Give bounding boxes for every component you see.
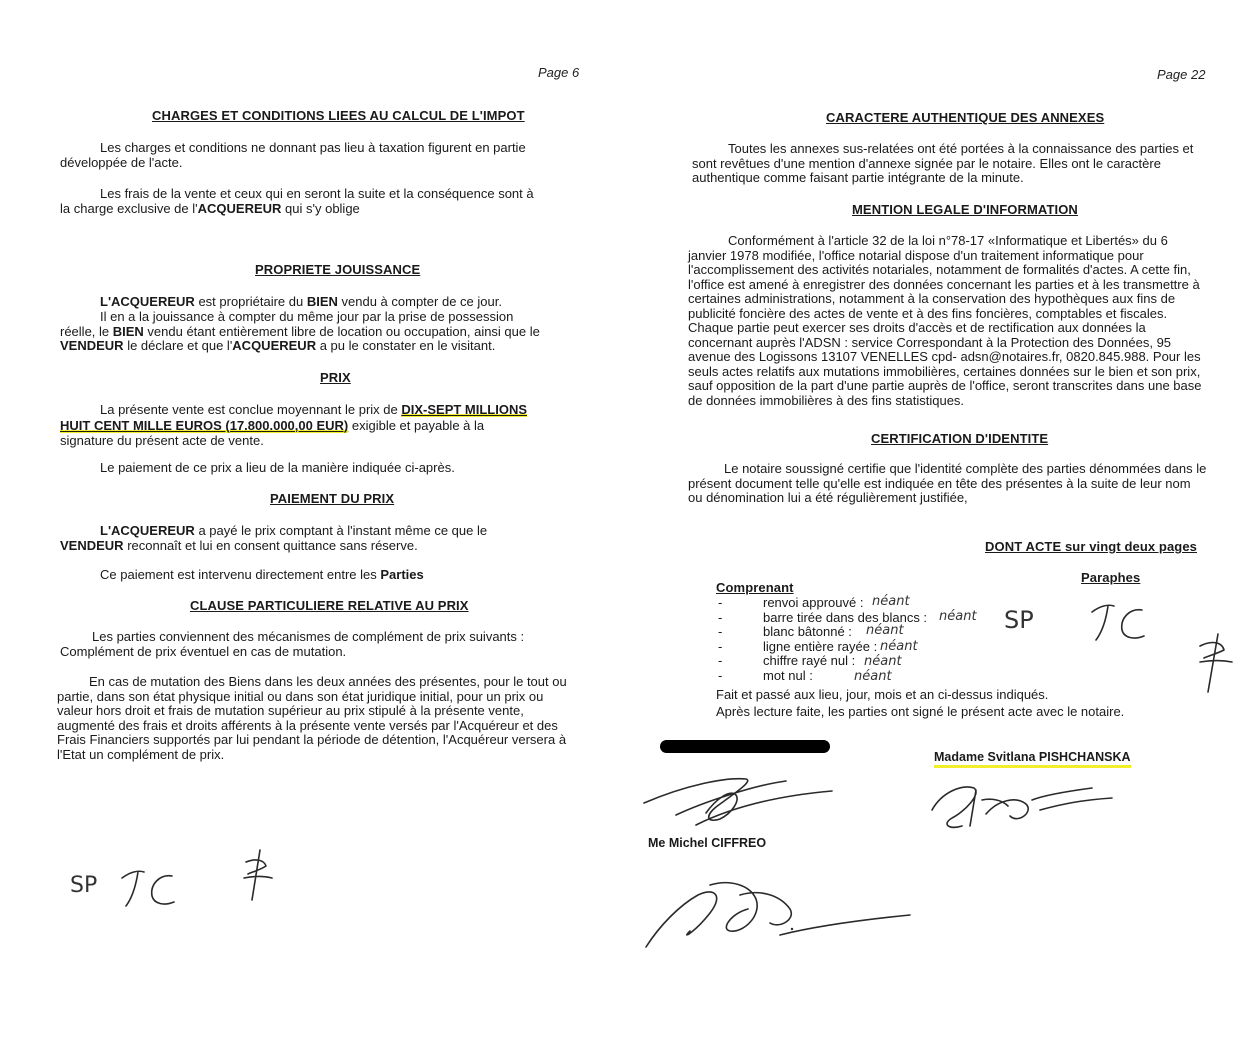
hand-sp: SP — [1004, 606, 1034, 634]
section-title-mention: MENTION LEGALE D'INFORMATION — [852, 202, 1078, 217]
paraphe-jc-c — [1122, 610, 1144, 638]
page-number: Page 22 — [1157, 67, 1206, 82]
page-number: Page 6 — [538, 65, 580, 80]
hand-neant-1: néant — [872, 594, 910, 609]
initials-flourish — [244, 850, 272, 900]
section-title-certification: CERTIFICATION D'IDENTITE — [871, 431, 1049, 446]
initials-sp-text: SP — [70, 873, 98, 898]
hand-neant-6: néant — [854, 669, 892, 684]
annexes-paragraph: Toutes les annexes sus-relatées ont été portées à la connaissance des parties et sont revêtues d'une mention d'annexe signée par le notaire. Elles ont le caractère authentique comme faisant partie intégrante de la minute. — [692, 141, 1194, 185]
notary-name: Me Michel CIFFREO — [648, 836, 767, 850]
hand-neant-2: néant — [939, 609, 977, 624]
hand-neant-3: néant — [866, 623, 904, 638]
prix-paragraph-2: Le paiement de ce prix a lieu de la manière indiquée ci-après. — [100, 460, 455, 475]
section-title-propriete: PROPRIETE JOUISSANCE — [255, 262, 421, 277]
section-title-prix: PRIX — [320, 370, 351, 385]
apres-lecture: Après lecture faite, les parties ont signé le présent acte avec le notaire. — [716, 704, 1125, 719]
section-title-annexes: CARACTERE AUTHENTIQUE DES ANNEXES — [826, 110, 1105, 125]
list-item: - chiffre rayé nul : — [718, 654, 978, 669]
signature-stroke — [932, 787, 1112, 827]
list-item: - ligne entière rayée : — [718, 640, 978, 655]
hand-neant-5: néant — [864, 654, 902, 669]
comprenant-label: Comprenant — [716, 580, 794, 595]
section-title-paiement: PAIEMENT DU PRIX — [270, 491, 395, 506]
clause-paragraph-1: Les parties conviennent des mécanismes de complément de prix suivants : Complément de prix éventuel en cas de mutation. — [60, 629, 525, 659]
hand-neant-4: néant — [880, 639, 918, 654]
price-highlight: DIX-SEPT MILLIONS HUIT CENT MILLE EUROS (17.800.000,00 EUR) — [60, 402, 528, 433]
redacted-name — [660, 740, 830, 753]
document-page-22 — [626, 0, 1253, 1052]
certification-paragraph: Le notaire soussigné certifie que l'identité complète des parties dénommées dans le présent document telle qu'elle est indiquée en tête des présentes à la suite de leur nom ou dénomination lui a été régulièrement justifiée, — [688, 461, 1207, 505]
buyer-name: Madame Svitlana PISHCHANSKA — [934, 750, 1131, 768]
list-item: - renvoi approuvé : — [718, 596, 978, 611]
propriete-paragraph-1: L'ACQUEREUR est propriétaire du BIEN vendu à compter de ce jour. — [100, 294, 502, 309]
signature-buyer — [922, 770, 1122, 840]
signature-dot — [791, 928, 793, 930]
signature-stroke — [646, 883, 910, 947]
paraphe-flourish — [1200, 634, 1232, 692]
section-title-clause: CLAUSE PARTICULIERE RELATIVE AU PRIX — [190, 598, 469, 613]
paiement-paragraph-1: L'ACQUEREUR a payé le prix comptant à l'instant même ce que le VENDEUR reconnaît et lui en consent quittance sans réserve. — [60, 523, 488, 553]
mention-paragraph: Conformément à l'article 32 de la loi n°78-17 «Informatique et Libertés» du 6 janvier 1978 modifiée, l'office notarial dispose d'un traitement informatique pour l'accomplissement des activités notariales, notamment de formalités d'actes. A cette fin, l'office est amené à enregistrer des données concernant les parties et à les transmettre à certaines administrations, notamment à la conservation des hypothèques aux fins de publicité foncière des actes de vente et à des fins foncières, comptables et fiscales. Chaque partie peut exercer ses droits d'accès et de rectification aux données la concernant auprès l'ADSN : service Correspondant à la Protection des Données, 95 avenue des Logissons 13107 VENELLES cpd- adsn@notaires.fr, 0820.845.988. Pour les seuls actes relatifs aux mutations immobilières, certaines données sur le bien et son prix, sauf opposition de la part d'une partie auprès de l'office, seront transcrites dans une base de données immobilières à des fins statistiques. — [688, 233, 1202, 408]
propriete-paragraph-2: Il en a la jouissance à compter du même jour par la prise de possession réelle, le BIEN vendu étant entièrement libre de location ou occupation, ainsi que le VENDEUR le déclare et que l'ACQUEREUR a pu le constater en le visitant. — [60, 309, 540, 353]
charges-paragraph-2: Les frais de la vente et ceux qui en seront la suite et la conséquence sont à la charge exclusive de l'ACQUEREUR qui s'y oblige — [60, 186, 534, 216]
prix-paragraph-1: La présente vente est conclue moyennant le prix de DIX-SEPT MILLIONS HUIT CENT MILLE EUROS (17.800.000,00 EUR) exigible et payable à la signature du présent acte de vente. — [60, 402, 528, 448]
handwritten-initials — [60, 840, 320, 920]
list-item: - barre tirée dans des blancs : — [718, 611, 978, 626]
clause-paragraph-2: En cas de mutation des Biens dans les deux années des présentes, pour le tout ou partie, dans son état physique initial ou dans son état juridique initial, pour un prix ou valeur hors droit et frais de mutation supérieur au prix stipulé à la présente vente, augmenté des frais et droits afférents à la présente vente versés par l'Acquéreur et des Frais Financiers supportés par lui pendant la période de détention, l'Acquéreur versera à l'Etat un complément de prix. — [57, 674, 567, 762]
signature-notary — [640, 865, 940, 955]
paraphe-jc-j — [1092, 605, 1114, 640]
list-item: - blanc bâtonné : — [718, 625, 978, 640]
initials-jc-c — [152, 876, 174, 904]
handwritten-annotations — [856, 582, 1253, 692]
dont-acte: DONT ACTE sur vingt deux pages — [985, 539, 1197, 554]
fait-passe: Fait et passé aux lieu, jour, mois et an ci-dessus indiqués. — [716, 687, 1049, 702]
initials-jc-j — [122, 871, 144, 906]
list-item: - mot nul : — [718, 669, 978, 684]
paraphes-label: Paraphes — [1081, 570, 1141, 585]
signature-stroke — [644, 779, 832, 825]
section-title-charges: CHARGES ET CONDITIONS LIEES AU CALCUL DE L'IMPOT — [152, 108, 525, 123]
paiement-paragraph-2: Ce paiement est intervenu directement entre les Parties — [100, 567, 424, 582]
document-page-6 — [0, 0, 626, 1052]
charges-paragraph-1: Les charges et conditions ne donnant pas lieu à taxation figurent en partie développée de l'acte. — [60, 140, 526, 170]
signature-redacted-party — [636, 755, 846, 835]
